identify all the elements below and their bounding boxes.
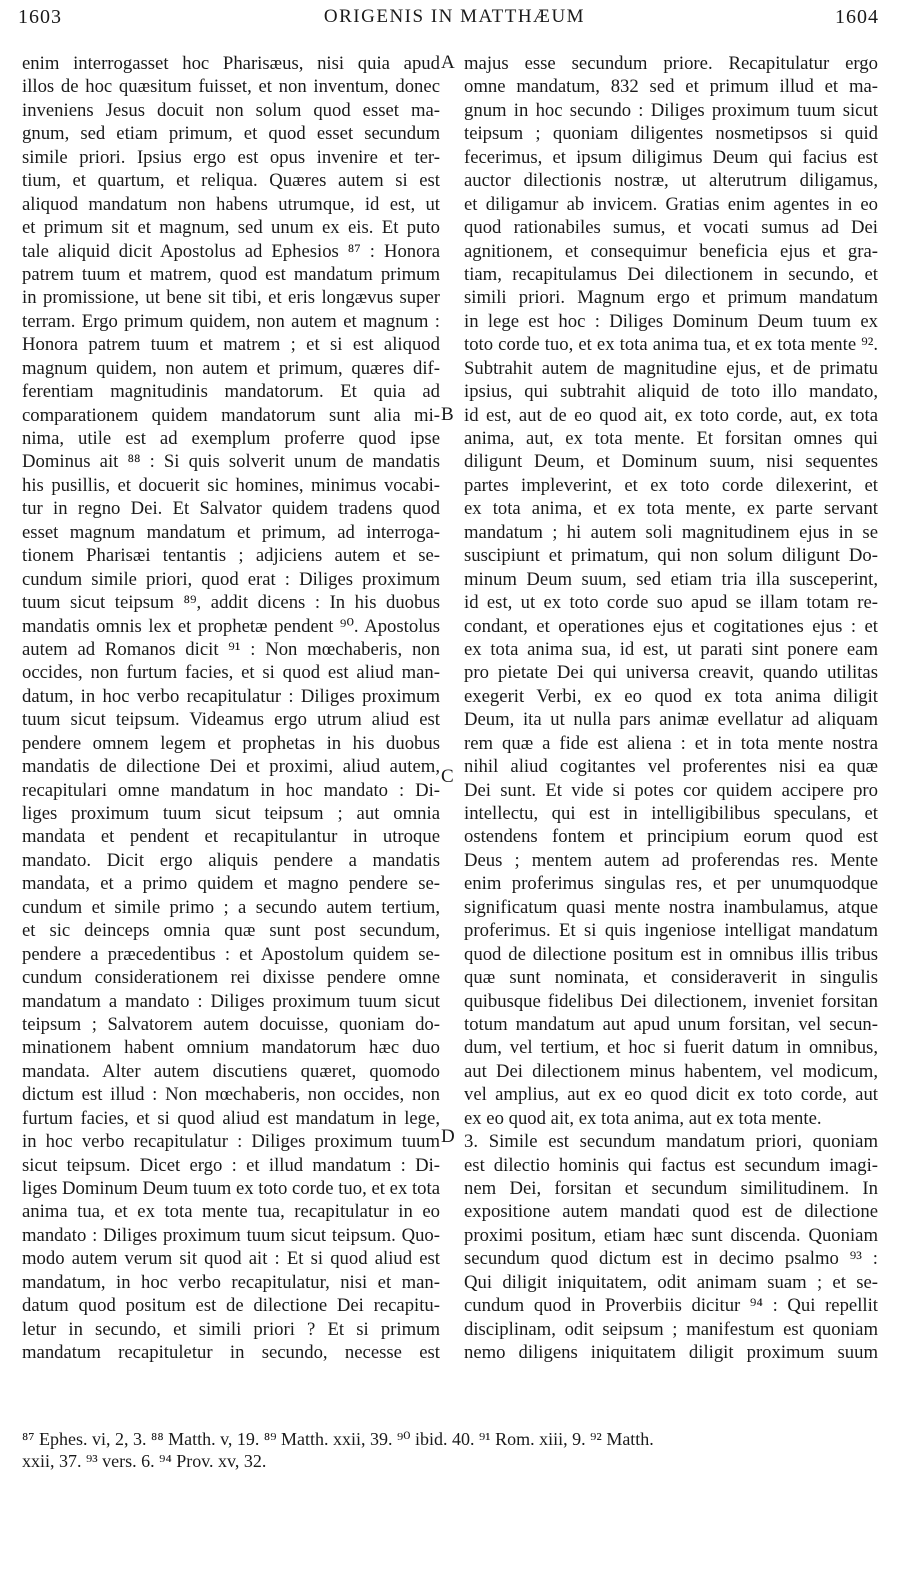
text-line: Subtrahit autem de magnitudine ejus, et de primatu [464,357,878,379]
text-line: mandata, et a primo quidem et magno pendere se- [22,873,440,895]
text-line: ex tota anima, et ex tota mente, ex parte servant [464,498,878,520]
margin-mark-c: C [441,766,454,787]
text-line: enim proferimus singulas res, et per unumquodque [464,873,878,895]
text-line: nemo diligens iniquitatem diligit proximum suum [464,1342,878,1364]
text-line: condant, et operationes ejus et cogitationes ejus : et [464,615,878,637]
text-line: Dominus ait ⁸⁸ : Si quis solverit unum de mandatis [22,451,440,473]
text-line: pendere omnem legem et prophetas in his duobus [22,732,440,754]
text-line: minationem habent omnium mandatorum hæc duo [22,1037,440,1059]
text-line: ostendens fontem et principium eorum quod est [464,826,878,848]
text-line: significatum quasi mente nostra inambulamus, atque [464,896,878,918]
text-line: nem Dei, forsitan et secundum similitudinem. In [464,1178,878,1199]
text-line: tionem Pharisæi tentantis ; adjiciens autem et se- [22,545,440,567]
text-line: tur in regno Dei. Et Salvator quidem tradens quod [22,498,440,520]
text-line: ferentiam magnitudinis mandatorum. Et quia ad [22,381,440,403]
text-line: furtum facies, et si quod aliud est mandatum in lege, [22,1107,440,1129]
text-line: cundum quod in Proverbiis dicitur ⁹⁴ : Qui repellit [464,1295,878,1317]
text-line: liges Dominum Deum tuum ex toto corde tuo, et ex tota [22,1178,440,1199]
text-line: nima, utile est ad exemplum proferre quod ipse [22,428,440,449]
text-line: auctor dilectionis nostræ, ut alterutrum diligamus, [464,170,878,192]
text-line: modo autem verum sit quod ait : Et si quod aliud est [22,1248,440,1270]
text-line: illos de hoc quæsitum fuisset, et non inventum, donec [22,76,440,98]
text-line: nihil aliud cogitantes vel proferentes nisi ea quæ [464,756,878,778]
text-line: esset magnum mandatum et primum, ad interroga- [22,521,440,543]
text-line: minum Deum suum, sed etiam tria illa susceperint, [464,568,878,590]
margin-mark-a: A [441,52,455,73]
text-line: cundum considerationem rei dixisse pendere omne [22,967,440,989]
text-line: expositione autem mandati quod est de dilectione [464,1201,878,1223]
text-line: quod de dilectione positum est in omnibus illis tribus [464,943,878,965]
text-line: id est, aut de eo quod ait, ex toto corde, aut, ex tota [464,404,878,426]
text-line: cundum simile priori, quod erat : Diliges proximum [22,568,440,590]
text-line: magnum quidem, non autem et primum, quæres dif- [22,357,440,379]
text-line: est dilectio hominis qui factus est secundum imagi- [464,1154,878,1176]
page-header [0,0,909,44]
text-line: patrem tuum et matrem, quod est mandatum primum [22,263,440,285]
text-line: his pusillis, et docuerit sic homines, minimus vocabi- [22,474,440,496]
text-line: aut Dei dilectionem minus habentem, vel modicum, [464,1060,878,1082]
text-line: in promissione, ut bene sit tibi, et eris longævus super [22,287,440,309]
text-line: teipsum ; quoniam diligentes nosmetipsos si quid [464,123,878,145]
text-line: datum quod positum est de dilectione Dei recapitu- [22,1295,440,1317]
text-line: dum, vel tertium, et hoc si fuerit datum in omnibus, [464,1037,878,1059]
text-line: ex tota anima sua, id est, ut parati sint ponere eam [464,638,878,660]
text-line: et primum sit et magnum, sed unum ex eis. Et puto [22,217,440,239]
text-line: terram. Ergo primum quidem, non autem et magnum : [22,310,440,332]
text-line: mandatum recapituletur in secundo, necesse est [22,1342,440,1364]
text-line: proferimus. Et si quis ingeniose intelligat mandatum [464,920,878,942]
text-line: toto corde tuo, et ex tota anima tua, et ex tota mente ⁹². [464,334,878,356]
text-line: cundum et simile primo ; a secundo autem tertium, [22,896,440,918]
text-line: intellectu, qui est in intelligibilibus speculans, et [464,803,878,824]
text-line: mandato : Diliges proximum tuum sicut teipsum. Quo- [22,1224,440,1246]
text-line: mandatum a mandato : Diliges proximum tuum sicut [22,990,440,1012]
text-line: liges proximum tuum sicut teipsum ; aut omnia [22,803,440,824]
text-line: simili priori. Magnum ergo et primum mandatum [464,287,878,309]
text-line: Deum, ita ut nulla pars animæ evellatur ad aliquam [464,709,878,731]
margin-mark-b: B [441,404,454,425]
text-line: Deus ; mentem autem ad proferendas res. Mente [464,849,878,871]
text-line: disciplinam, odit seipsum ; manifestum est quoniam [464,1318,878,1340]
text-line: pendere a præcedentibus : et Apostolum quidem se- [22,943,440,965]
text-line: teipsum ; Salvatorem autem docuisse, quoniam do- [22,1013,440,1035]
text-line: recapitulari omne mandatum in hoc mandato : Di- [22,779,440,801]
text-line: mandata et pendent et recapitulantur in utroque [22,826,440,848]
left-page-number: 1603 [18,6,62,28]
text-line: totum mandatum aut apud unum forsitan, vel secun- [464,1013,878,1035]
text-line: occides, non furtum facies, et si quod est aliud man- [22,662,440,684]
text-line: mandatum, in hoc verbo recapitulatur, nisi et man- [22,1271,440,1293]
text-line: Honora patrem tuum et matrem ; et si est aliquod [22,334,440,356]
text-line: quod rationabiles sumus, et vocati sumus ad Dei [464,217,878,239]
text-line: tuum sicut teipsum ⁸⁹, addit dicens : In his duobus [22,592,440,614]
left-text-column [22,52,440,1365]
text-line: sicut teipsum. Dicet ergo : et illud mandatum : Di- [22,1154,440,1176]
text-line: pro pietate Dei qui universa creavit, quando utilitas [464,662,878,684]
text-line: anima tua, et ex tota mente tua, recapitulatur in eo [22,1201,440,1223]
text-line: et sic deinceps omnia quæ sunt post secundum, [22,920,440,942]
right-text-column [464,52,878,1365]
text-line: mandatum ; hi autem soli magnitudinem ejus in se [464,521,878,543]
text-line: inveniens Jesus docuit non solum quod esset ma- [22,99,440,121]
text-line: simile priori. Ipsius ergo est opus invenire et ter- [22,146,440,168]
text-line: agnitionem, et consequimur beneficia ejus et gra- [464,240,878,262]
text-line: autem ad Romanos dicit ⁹¹ : Non mœchaberis, non [22,638,440,660]
text-line: mandata. Alter autem discutiens quæret, quomodo [22,1060,440,1082]
text-line: aliquod mandatum non habens utrumque, id est, ut [22,193,440,215]
text-line: tale aliquid dicit Apostolus ad Ephesios ⁸⁷ : Honora [22,240,440,262]
text-line: omne mandatum, 832 sed et primum illud et ma- [464,76,878,98]
text-line: proximi positum, etiam hæc sunt discenda. Quoniam [464,1224,878,1246]
text-line: partes impleverint, et ex toto corde dilexerint, et [464,474,878,496]
footnote-line: xxii, 37. ⁹³ vers. 6. ⁹⁴ Prov. xv, 32. [22,1451,267,1471]
text-line: tium, et quartum, et reliqua. Quæres autem si est [22,170,440,192]
text-line: Qui diligit iniquitatem, odit animam suam ; et se- [464,1271,878,1293]
text-line: in lege est hoc : Diliges Dominum Deum tuum ex [464,310,878,332]
text-line: ipsius, qui subtrahit aliquid de toto illo mandato, [464,381,878,403]
text-line: mandatis omnis lex et prophetæ pendent ⁹⁰. Apostolus [22,615,440,637]
text-line: 3. Simile est secundum mandatum priori, quoniam [464,1131,878,1153]
margin-mark-d: D [441,1126,455,1147]
text-line: rem quæ a fide est aliena : et in tota mente nostra [464,732,878,754]
text-line: fecerimus, et ipsum diligimus Deum qui facius est [464,146,878,168]
text-line: mandatis de dilectione Dei et proximi, aliud autem, [22,756,440,778]
text-line: mandato. Dicit ergo aliquis pendere a mandatis [22,849,440,871]
text-line: datum, in hoc verbo recapitulatur : Diliges proximum [22,685,440,707]
text-line: secundum quod dictum est in decimo psalmo ⁹³ : [464,1248,878,1270]
text-line: majus esse secundum priore. Recapitulatur ergo [464,53,878,74]
text-line: in hoc verbo recapitulatur : Diliges proximum tuum [22,1131,440,1153]
text-line: letur in secundo, et simili priori ? Et si primum [22,1318,440,1340]
footnote-line: ⁸⁷ Ephes. vi, 2, 3. ⁸⁸ Matth. v, 19. ⁸⁹ Matth. xxii, 39. ⁹⁰ ibid. 40. ⁹¹ Rom. xiii, 9. ⁹² Matth. [22,1429,654,1449]
text-line: comparationem quidem mandatorum sunt alia mi- [22,404,440,426]
text-line: et diligamur ab invicem. Gratias enim agentes in eo [464,193,878,215]
right-page-number: 1604 [835,6,879,28]
text-line: enim interrogasset hoc Pharisæus, nisi quia apud [22,53,440,74]
text-line: vel amplius, aut ex eo quod dicit ex toto corde, aut [464,1084,878,1106]
running-title: ORIGENIS IN MATTHÆUM [323,6,586,27]
text-line: exegerit Verbi, ex eo quod ex tota anima diligit [464,685,878,707]
footnotes [22,1428,882,1472]
text-line: id est, ut ex toto corde suo apud se illam totam re- [464,592,878,614]
text-line: tiam, recapitulamus Dei dilectionem in secundo, et [464,263,878,285]
text-line: diligunt Deum, et Dominum suum, nisi sequentes [464,451,878,473]
text-line: quibusque fidelibus Dei dilectionem, inveniet forsitan [464,990,878,1012]
text-line: Dei sunt. Et vide si potes cor quidem accipere pro [464,779,878,801]
text-line: suscipiunt et primatum, qui non solum diligunt Do- [464,545,878,567]
text-line: ex eo quod ait, ex tota anima, aut ex tota mente. [464,1107,822,1129]
text-line: gnum in hoc secundo : Diliges proximum tuum sicut [464,99,878,121]
text-line: gnum, sed etiam primum, et quod esset secundum [22,123,440,145]
text-line: tuum sicut teipsum. Videamus ergo utrum aliud est [22,709,440,731]
text-line: anima, aut, ex tota mente. Et forsitan omnes qui [464,428,878,449]
text-line: dictum est illud : Non mœchaberis, non occides, non [22,1084,440,1106]
text-line: quæ sunt nominata, et consideraverit in singulis [464,967,878,989]
